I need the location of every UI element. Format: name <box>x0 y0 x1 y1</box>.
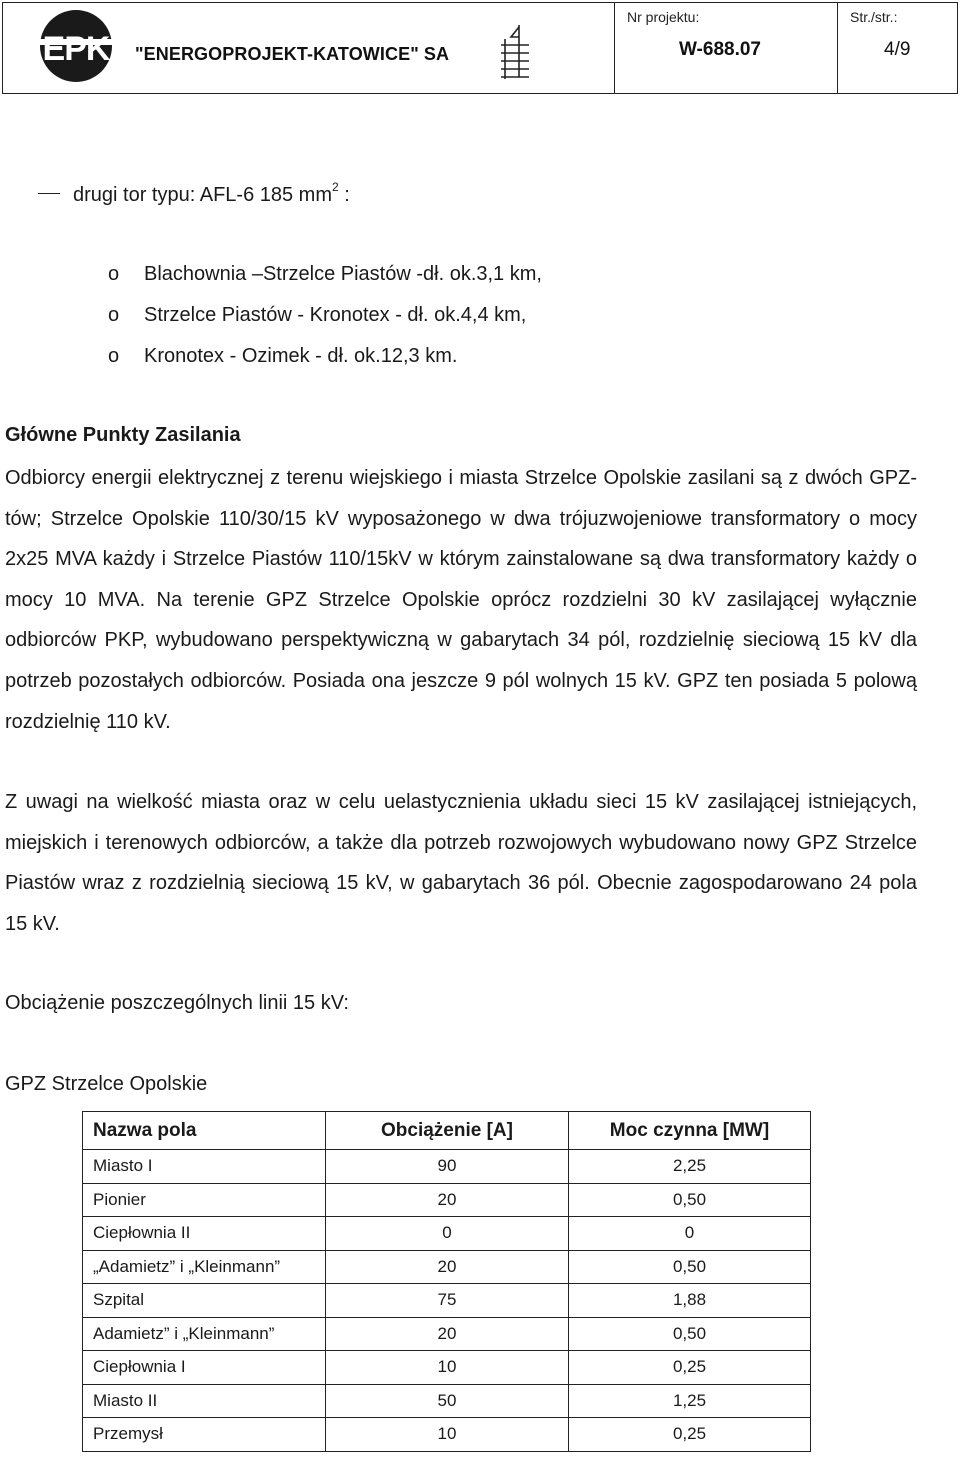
page-number: 4/9 <box>884 39 911 60</box>
cell-load: 20 <box>326 1317 569 1351</box>
column-header: Nazwa pola <box>83 1112 326 1150</box>
circle-bullet-icon: o <box>108 304 120 326</box>
header-project-cell <box>615 3 838 93</box>
section-title: Główne Punkty Zasilania <box>5 424 241 446</box>
table-row <box>83 1217 811 1251</box>
list-item <box>108 258 542 299</box>
segment-text: Kronotex - Ozimek - dł. ok.12,3 km. <box>144 345 458 367</box>
cell-load: 20 <box>326 1183 569 1217</box>
loads-table <box>82 1111 811 1452</box>
cell-power: 0 <box>569 1217 811 1251</box>
cell-load: 50 <box>326 1384 569 1418</box>
second-track-item <box>38 180 350 207</box>
page-label: Str./str.: <box>850 9 898 25</box>
logo-lettering: EPK <box>42 30 110 68</box>
cell-power: 1,88 <box>569 1284 811 1318</box>
table-row <box>83 1351 811 1385</box>
dash-bullet-icon <box>38 193 60 195</box>
cell-power: 2,25 <box>569 1150 811 1184</box>
cell-name: Ciepłownia I <box>83 1351 326 1385</box>
list-item <box>108 299 542 340</box>
list-item <box>108 340 542 381</box>
station-heading: GPZ Strzelce Opolskie <box>5 1073 208 1095</box>
cell-name: Przemysł <box>83 1418 326 1452</box>
project-number: W-688.07 <box>679 39 761 60</box>
company-name: "ENERGOPROJEKT-KATOWICE" SA <box>135 44 450 64</box>
column-header: Moc czynna [MW] <box>569 1112 811 1150</box>
cell-power: 0,50 <box>569 1183 811 1217</box>
circle-bullet-icon: o <box>108 263 120 285</box>
table-row <box>83 1317 811 1351</box>
table-row <box>83 1150 811 1184</box>
table-row <box>83 1384 811 1418</box>
page-header <box>2 2 958 94</box>
table-row <box>83 1284 811 1318</box>
cell-load: 90 <box>326 1150 569 1184</box>
header-logo-cell <box>3 3 615 93</box>
cell-power: 0,50 <box>569 1250 811 1284</box>
cell-power: 0,50 <box>569 1317 811 1351</box>
cell-load: 20 <box>326 1250 569 1284</box>
cell-name: „Adamietz” i „Kleinmann” <box>83 1250 326 1284</box>
cell-name: Adamietz” i „Kleinmann” <box>83 1317 326 1351</box>
cell-load: 75 <box>326 1284 569 1318</box>
table-row <box>83 1418 811 1452</box>
segment-text: Blachownia –Strzelce Piastów -dł. ok.3,1 km, <box>144 263 542 285</box>
project-label: Nr projektu: <box>627 9 700 25</box>
cell-name: Ciepłownia II <box>83 1217 326 1251</box>
epk-logo-icon <box>31 8 121 84</box>
cell-name: Szpital <box>83 1284 326 1318</box>
header-page-cell <box>838 3 957 93</box>
segment-text: Strzelce Piastów - Kronotex - dł. ok.4,4 km, <box>144 304 527 326</box>
superscript: 2 <box>332 180 339 194</box>
cell-name: Pionier <box>83 1183 326 1217</box>
loads-heading: Obciążenie poszczególnych linii 15 kV: <box>5 992 349 1014</box>
paragraph: Odbiorcy energii elektrycznej z terenu wiejskiego i miasta Strzelce Opolskie zasilani są z dwóch GPZ-tów; Strzelce Opolskie 110/30/15 kV wyposażonego w dwa trójuzwojeniowe transformatory o mocy 2x25 MVA każdy i Strzelce Piastów 110/15kV w którym zainstalowane są dwa transformatory każdy o mocy 10 MVA. Na terenie GPZ Strzelce Opolskie oprócz rozdzielni 30 kV zasilającej wyłącznie odbiorców PKP, wybudowano perspektywiczną w gabarytach 34 pól, rozdzielnię sieciową 15 kV dla potrzeb pozostałych odbiorców. Posiada ona jeszcze 9 pól wolnych 15 kV. GPZ ten posiada 5 polową rozdzielnię 110 kV. <box>5 467 917 733</box>
paragraph: Z uwagi na wielkość miasta oraz w celu uelastycznienia układu sieci 15 kV zasilającej istniejących, miejskich i terenowych odbiorców, a także dla potrzeb rozwojowych wybudowano nowy GPZ Strzelce Piastów wraz z rozdzielnią sieciową 15 kV, w gabarytach 36 pól. Obecnie zagospodarowano 24 pola 15 kV. <box>5 791 917 935</box>
table-row <box>83 1250 811 1284</box>
cell-power: 0,25 <box>569 1351 811 1385</box>
cell-name: Miasto II <box>83 1384 326 1418</box>
cell-load: 10 <box>326 1418 569 1452</box>
table-row <box>83 1183 811 1217</box>
cell-load: 0 <box>326 1217 569 1251</box>
second-track-text: drugi tor typu: AFL-6 185 mm <box>73 184 333 206</box>
segment-list <box>108 258 542 381</box>
column-header: Obciążenie [A] <box>326 1112 569 1150</box>
cell-load: 10 <box>326 1351 569 1385</box>
cell-name: Miasto I <box>83 1150 326 1184</box>
energy-emblem-icon <box>495 23 535 81</box>
second-track-suffix: : <box>338 184 350 206</box>
cell-power: 1,25 <box>569 1384 811 1418</box>
circle-bullet-icon: o <box>108 345 120 367</box>
table-header-row <box>83 1112 811 1150</box>
cell-power: 0,25 <box>569 1418 811 1452</box>
